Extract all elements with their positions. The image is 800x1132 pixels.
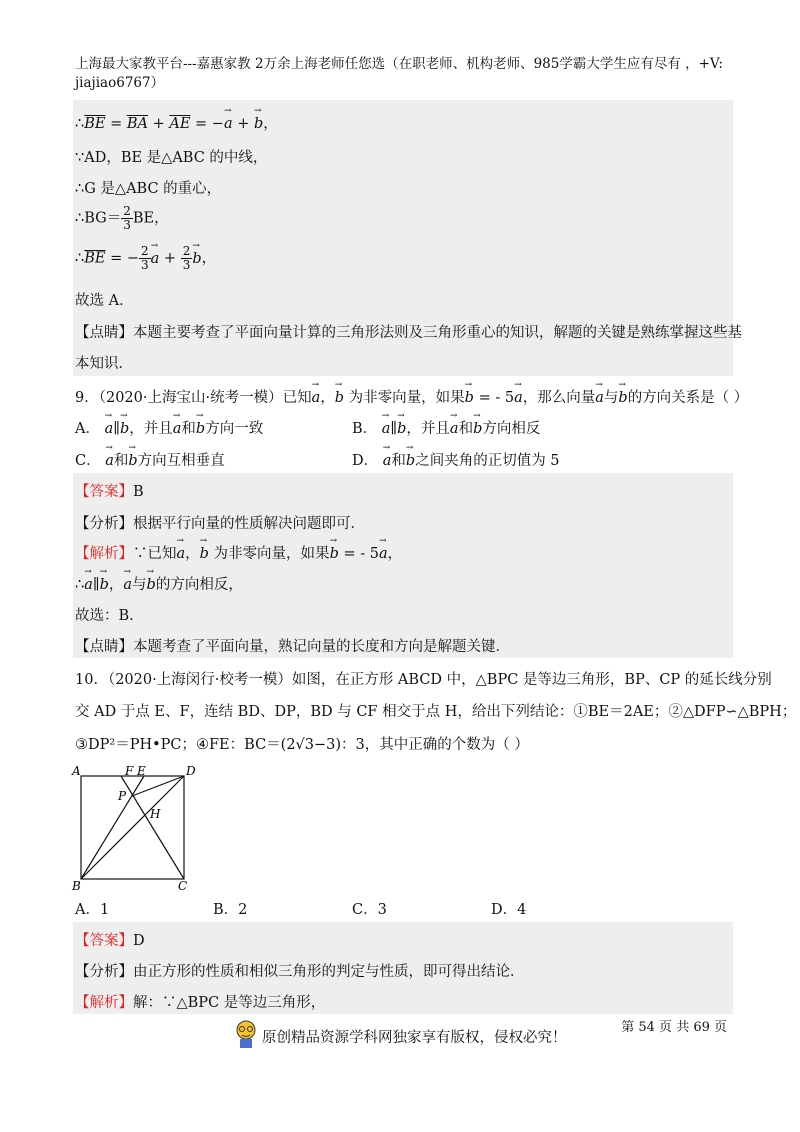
text: = - 5 [473,390,515,406]
text: = − [105,250,140,267]
label: C． [75,453,101,469]
answer-value: D [133,933,145,949]
line-cf [121,776,184,879]
text: = [105,116,127,132]
q9-answer [75,480,144,501]
vector-be: $\overline{BE}$ [84,250,106,267]
parallel-symbol: ∥ [113,421,120,437]
copyright-note: 原创精品资源学科网独家享有版权，侵权必究！ [262,1030,567,1046]
text: 与 [603,390,619,406]
text: + [148,116,170,132]
text: 和 [458,421,474,437]
q9-stem [75,386,748,407]
q10-explanation [75,991,325,1012]
numerator: 2 [182,244,191,258]
q9-dianjing [75,635,510,656]
q8-dianjing-cont: 本知识． [75,356,133,372]
q8-line-6: 故选 A． [75,293,134,309]
line-bd [81,776,184,879]
parallel-symbol: ∥ [92,577,100,593]
q10-analysis [75,960,525,981]
vector-b: → b [406,453,415,469]
text: ， [201,250,217,267]
vector-b: → b [196,421,205,437]
denominator: 3 [141,258,149,272]
text: ， [185,546,200,562]
vector-a: → a [379,546,388,562]
label-a: A [72,764,81,778]
denominator: 3 [123,218,131,232]
text: = − [190,116,224,132]
vector-a: → a [514,390,523,406]
label-d: D [186,764,196,778]
q9-solution-block [73,473,733,658]
text: 与 [132,577,147,593]
text: ，那么向量 [522,390,596,406]
page-header [75,55,735,93]
text: 为非零向量，如果 [344,390,465,406]
analysis-text: 由正方形的性质和相似三角形的判定与性质，即可得出结论． [133,964,525,980]
dianjing-text: 本题主要考查了平面向量计算的三角形法则及三角形重心的知识，解题的关键是熟练掌握这些基 [133,325,742,341]
text: ∴BG＝ [75,210,122,227]
text: + [159,250,181,267]
mascot-logo-icon [232,1016,260,1050]
vector-b: → b [465,390,474,406]
q10-option-a: A．1 [75,902,110,918]
q9-option-c [75,449,225,470]
vector-ae: $\overline{AE}$ [169,116,191,132]
text: ，并且 [406,421,450,437]
q9-option-a [75,417,263,438]
vector-b: → b [100,577,109,593]
q10-option-d: D．4 [491,902,527,918]
explanation-text: 解：∵△BPC 是等边三角形， [133,995,326,1011]
q10-option-c: C．3 [352,902,387,918]
label: A． [75,421,100,437]
q8-line-1 [75,112,278,133]
page-number: 第 54 页 共 69 页 [621,1020,727,1035]
answer-tag: 【答案】 [75,933,133,949]
line-be [81,776,144,879]
text: ，并且 [129,421,173,437]
vector-a: → a [177,546,186,562]
text: 的方向关系是（ ） [627,390,749,406]
vector-a: → a [151,251,160,267]
vector-b: → b [335,390,344,406]
q10-stem-2: 交 AD 于点 E、F，连结 BD、DP，BD 与 CF 相交于点 H，给出下列结论：①BE＝2AE；②△DFP∽△BPH； [75,704,797,720]
q9-option-d [352,449,560,470]
q8-line-4 [75,205,169,232]
label: D． [352,453,379,469]
vector-a: → a [84,577,93,593]
text: ， [108,577,124,593]
label-c: C [178,879,188,893]
text: 9．（2020·上海宝山·统考一模）已知 [75,390,312,406]
text: 方向相反 [482,421,541,437]
fraction-two-thirds [121,205,133,232]
text: 方向互相垂直 [137,453,225,469]
text: 和 [391,453,406,469]
square-geometry-figure [70,763,200,893]
vector-b: → b [473,421,482,437]
parallel-symbol: ∥ [390,421,398,437]
q8-dianjing [75,321,742,342]
q10-answer [75,929,145,950]
q9-option-b [352,417,540,438]
q8-line-5 [75,245,216,272]
vector-be: $\overline{BE}$ [84,116,106,132]
vector-a: → a [383,453,392,469]
denominator: 3 [182,258,191,272]
header-line-2: jiajiao6767） [75,75,165,91]
vector-b: → b [330,546,339,562]
text: 之间夹角的正切值为 5 [415,453,560,469]
vector-b: → b [192,251,201,267]
q8-line-3: ∴G 是△ABC 的重心， [75,181,222,197]
text: 和 [181,421,196,437]
q10-stem-3: ③DP²＝PH•PC；④FE：BC＝(2√3−3)：3，其中正确的个数为（ ） [75,737,529,753]
text: ， [320,390,335,406]
numerator: 2 [123,204,131,218]
answer-tag: 【答案】 [75,484,133,500]
q10-stem-1: 10．（2020·上海闵行·校考一模）如图，在正方形 ABCD 中，△BPC 是等边三角形，BP、CP 的延长线分别 [75,672,772,688]
vector-b: → b [618,390,627,406]
fraction [139,245,151,272]
text: ∴ [75,250,85,267]
label-b: B [72,879,81,893]
label-h: H [150,807,161,821]
text: 和 [113,453,129,469]
q9-explanation [75,542,402,563]
vector-a: → a [382,421,391,437]
q9-explanation-3: 故选：B． [75,608,144,624]
label: B． [352,421,378,437]
explanation-tag: 【解析】 [75,546,133,562]
explanation-tag: 【解析】 [75,995,133,1011]
numerator: 2 [141,244,149,258]
text: 方向一致 [205,421,264,437]
line-pd [132,776,184,796]
fraction [181,245,193,272]
text: BE， [132,210,169,227]
text: 的方向相反， [155,577,243,593]
label-f: F [125,764,134,778]
vector-a: → a [224,116,233,132]
label-e: E [137,764,146,778]
vector-a: → a [173,421,182,437]
vector-a: → a [105,421,114,437]
vector-b: → b [254,116,263,132]
q9-analysis [75,512,365,533]
vector-b: → b [120,421,129,437]
text: + [232,116,254,132]
answer-value: B [133,484,144,500]
vector-b: → b [147,577,156,593]
analysis-tag: 【分析】 [75,516,133,532]
analysis-text: 根据平行向量的性质解决问题即可． [133,516,365,532]
vector-a: → a [123,577,132,593]
dianjing-text: 本题考查了平面向量，熟记向量的长度和方向是解题关键． [133,639,510,655]
text: = - 5 [338,546,379,562]
vector-a: → a [312,390,321,406]
dianjing-tag: 【点睛】 [75,325,133,341]
dianjing-tag: 【点睛】 [75,639,133,655]
vector-b: → b [200,546,209,562]
text: 为非零向量，如果 [208,546,330,562]
q10-option-b: B．2 [213,902,248,918]
vector-b: → b [128,453,137,469]
therefore-symbol: ∴ [75,116,85,132]
vector-ba: $\overline{BA}$ [126,116,148,132]
header-line-1: 上海最大家教平台---嘉惠家教 2万余上海老师任您选（在职老师、机构老师、985学霸大学生应有尽有 ，+V: [75,56,723,72]
q8-line-2: ∵AD，BE 是△ABC 的中线， [75,150,268,166]
vector-a: → a [105,453,114,469]
text: ， [387,546,403,562]
vector-b: → b [397,421,406,437]
label-p: P [118,789,127,803]
analysis-tag: 【分析】 [75,964,133,980]
vector-a: → a [450,421,459,437]
vector-a: → a [595,390,604,406]
text: ， [263,116,278,132]
text: ∵已知 [133,546,177,562]
text: ∴ [75,577,85,593]
q9-explanation-2 [75,573,243,594]
